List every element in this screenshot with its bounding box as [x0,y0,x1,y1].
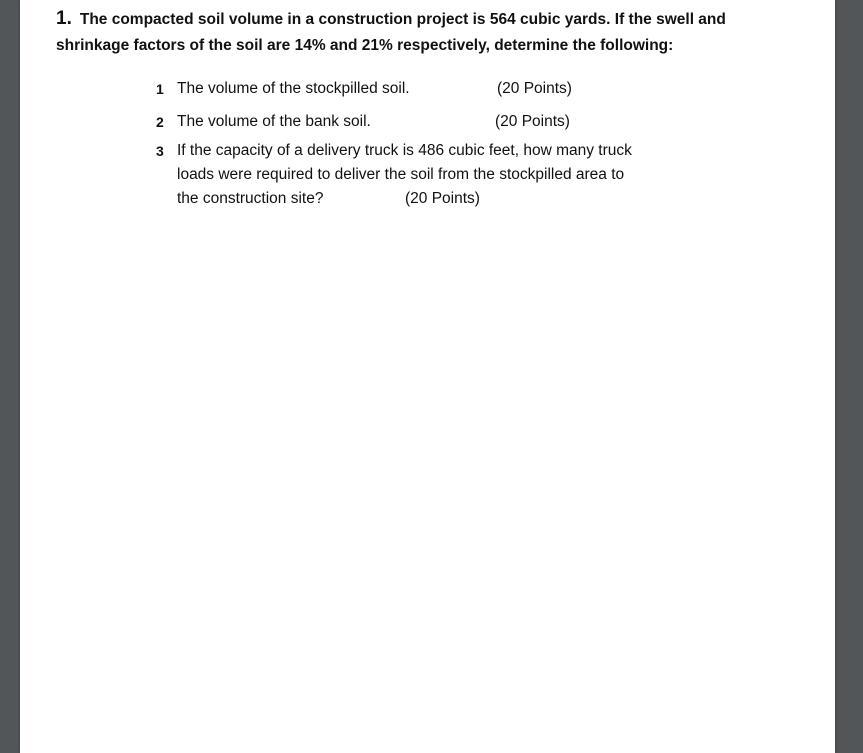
item-text: The volume of the stockpilled soil. [177,80,410,97]
list-item [20,139,835,211]
list-item [20,110,835,134]
question-text: The compacted soil volume in a construction project is 564 cubic yards. If the swell and shrinkage factors of the soil are 14% and 21% respectively, determine the following: [56,11,726,54]
item-text-line-3: the construction site? [177,190,324,207]
item-number: 2 [156,114,164,130]
item-text-line-1: If the capacity of a delivery truck is 486 cubic feet, how many truck [177,142,632,159]
document-page [20,0,835,753]
list-item [20,77,835,101]
item-text: The volume of the bank soil. [177,113,371,130]
item-points: (20 Points) [497,80,572,97]
question-number: 1. [56,8,72,29]
item-points: (20 Points) [405,190,480,207]
item-number: 1 [156,81,164,97]
item-text-line-2: loads were required to deliver the soil from the stockpilled area to [177,166,625,183]
item-points: (20 Points) [495,113,570,130]
question-heading [56,6,796,59]
item-number: 3 [156,143,164,159]
